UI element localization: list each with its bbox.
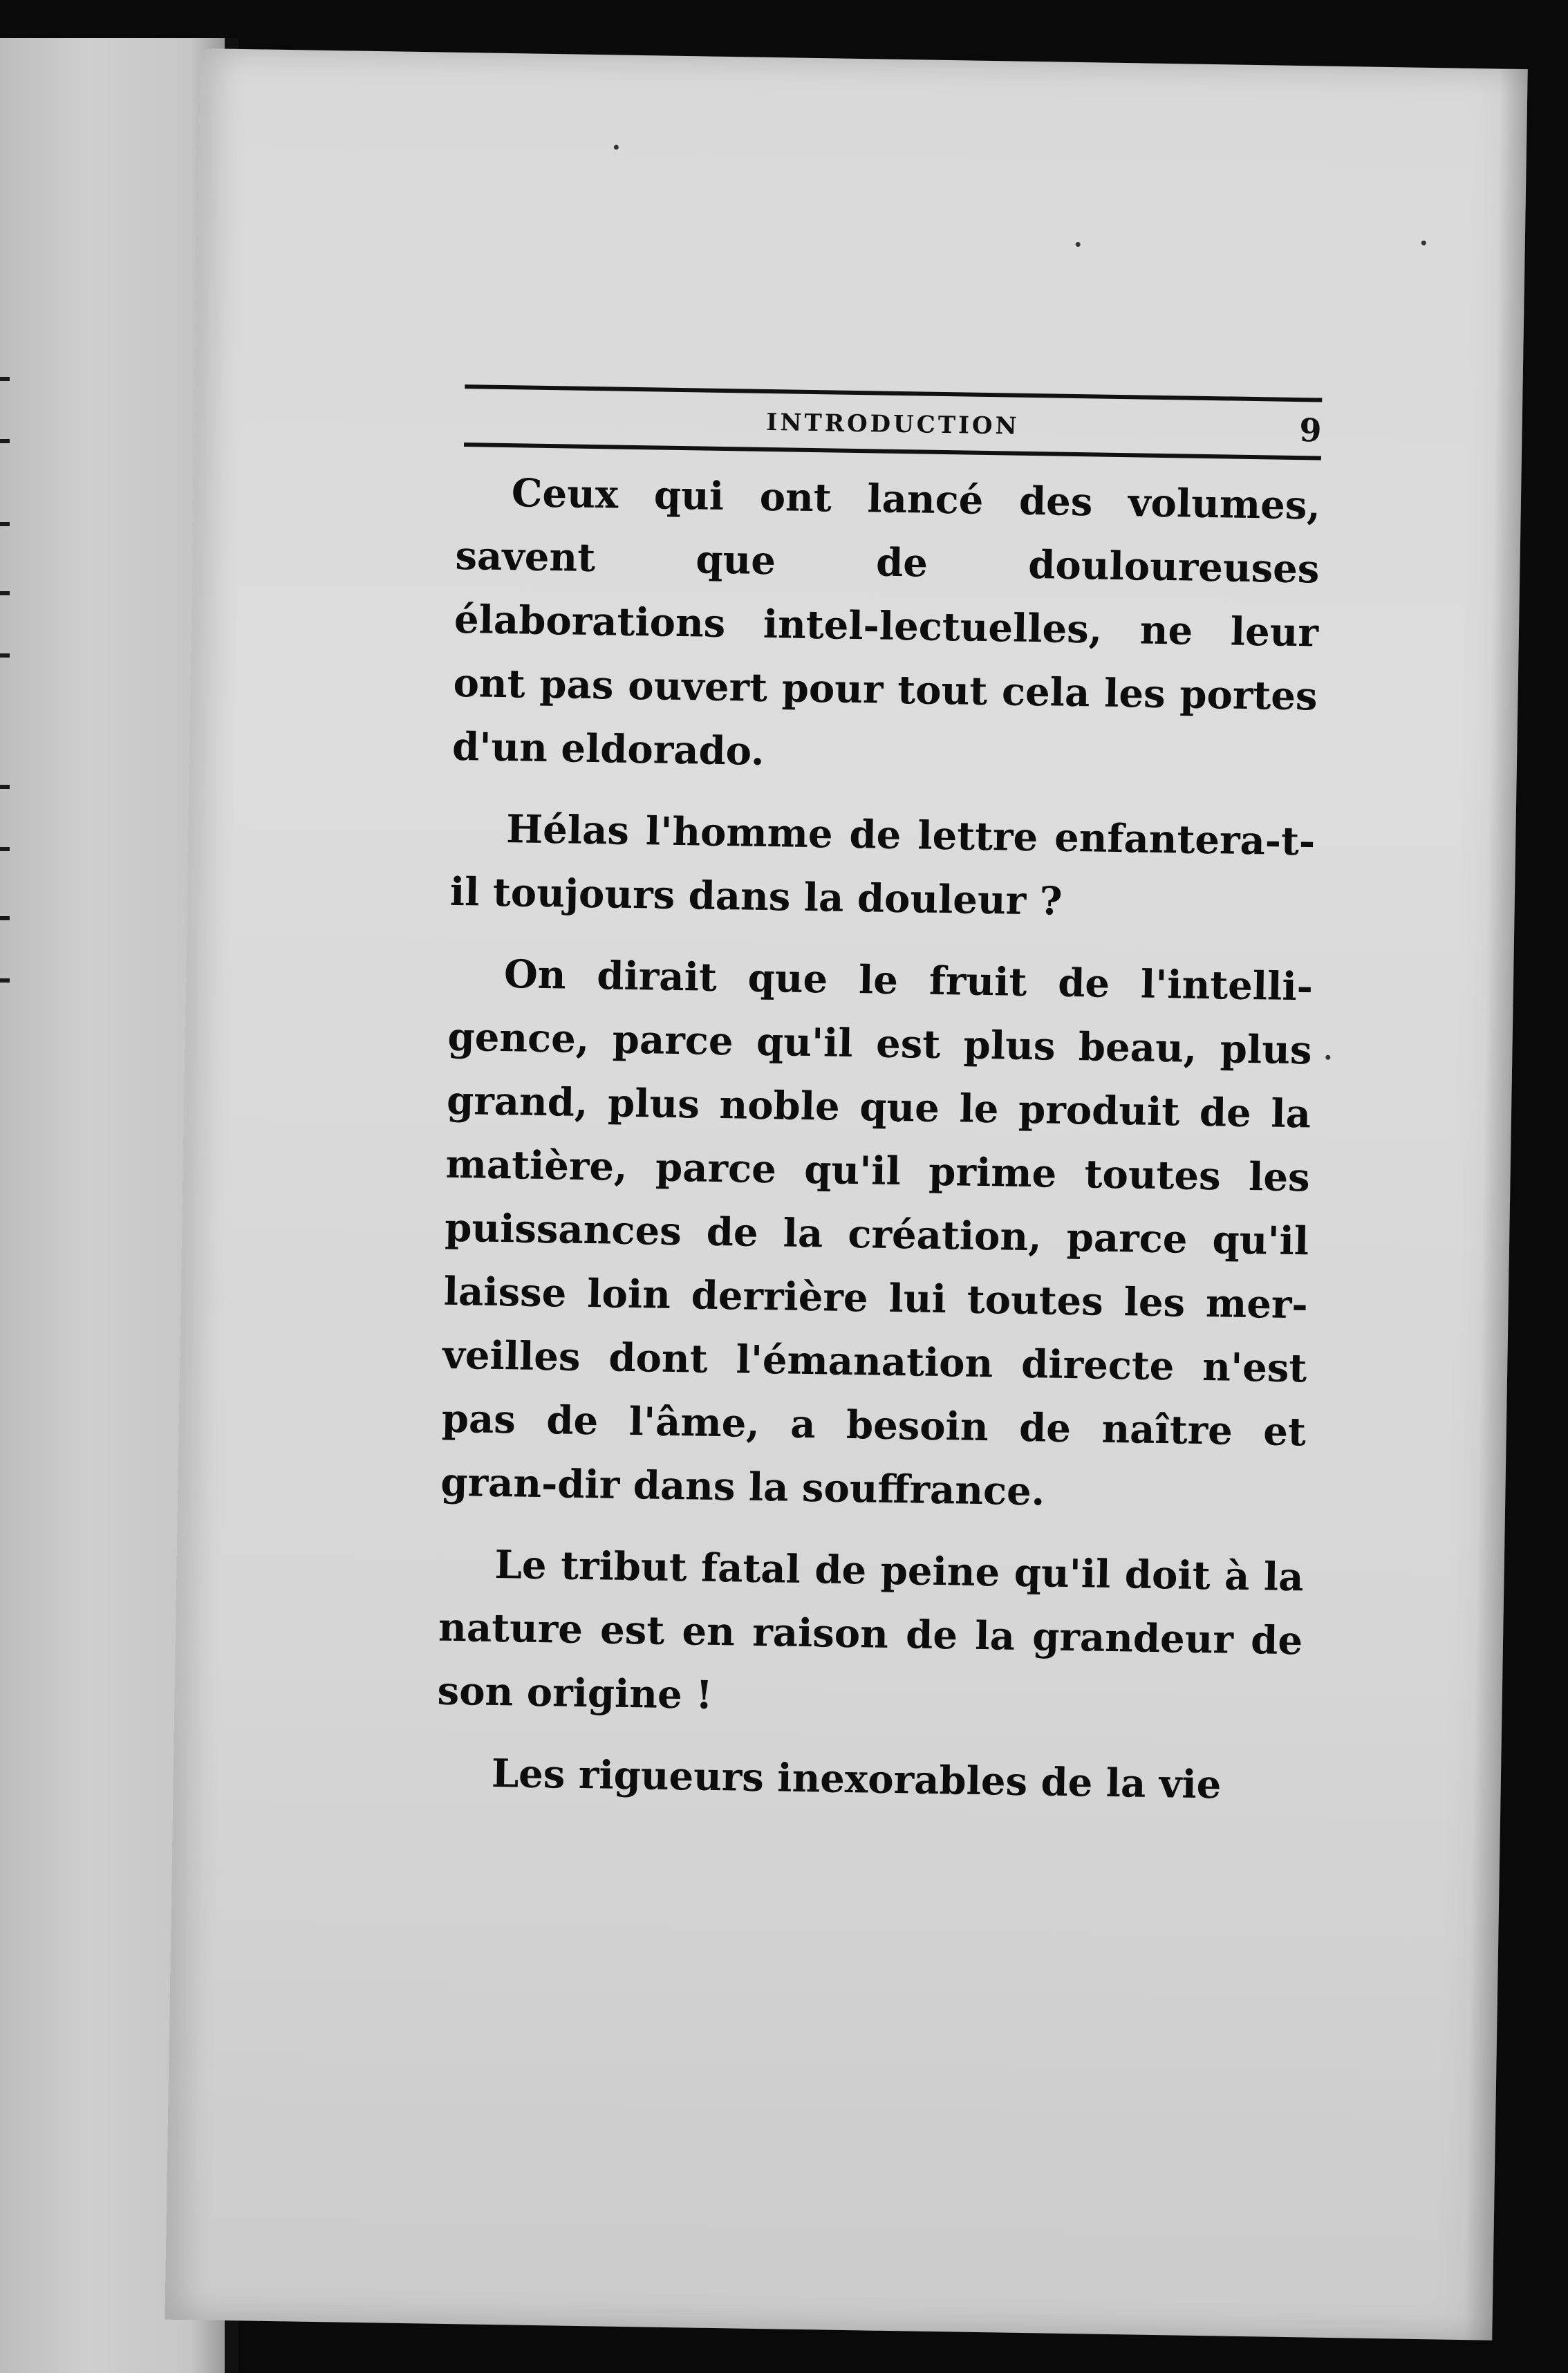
page-edge-shadow xyxy=(1464,69,1528,2341)
paper-speck xyxy=(1421,241,1426,245)
paragraph: Ceux qui ont lancé des volumes, savent que de douloureuses élaborations intel-lectuelles, ne leur ont pas ouvert pour tout cela les portes d'un eldorado. xyxy=(451,470,1321,774)
paragraph: Le tribut fatal de peine qu'il doit à la nature est en raison de la grandeur de son origine ! xyxy=(437,1541,1304,1718)
paper-speck xyxy=(614,145,619,149)
paragraph: On dirait que le fruit de l'intelli-gence, parce qu'il est plus beau, plus grand, plus noble que le produit de la matière, parce qu'il prime toutes les puissances de la création, parce qu'il laisse loin derrière lui toutes les mer-veilles dont l'émanation directe n'est pas de l'âme, a besoin de naître et gran-dir dans la souffrance. xyxy=(440,951,1314,1515)
book-page xyxy=(165,48,1527,2341)
page-header xyxy=(464,384,1322,460)
body-text xyxy=(436,460,1321,1836)
running-head: INTRODUCTION xyxy=(766,408,1020,440)
paragraph: Les rigueurs inexorables de la vie xyxy=(491,1750,1222,1808)
paragraph: Hélas l'homme de lettre enfantera-t-il toujours dans la douleur ? xyxy=(449,806,1316,924)
paper-speck xyxy=(1076,242,1081,247)
page-number: 9 xyxy=(1299,411,1322,449)
facing-page-edge-marks xyxy=(0,38,21,2373)
paper-speck xyxy=(1325,1055,1330,1060)
